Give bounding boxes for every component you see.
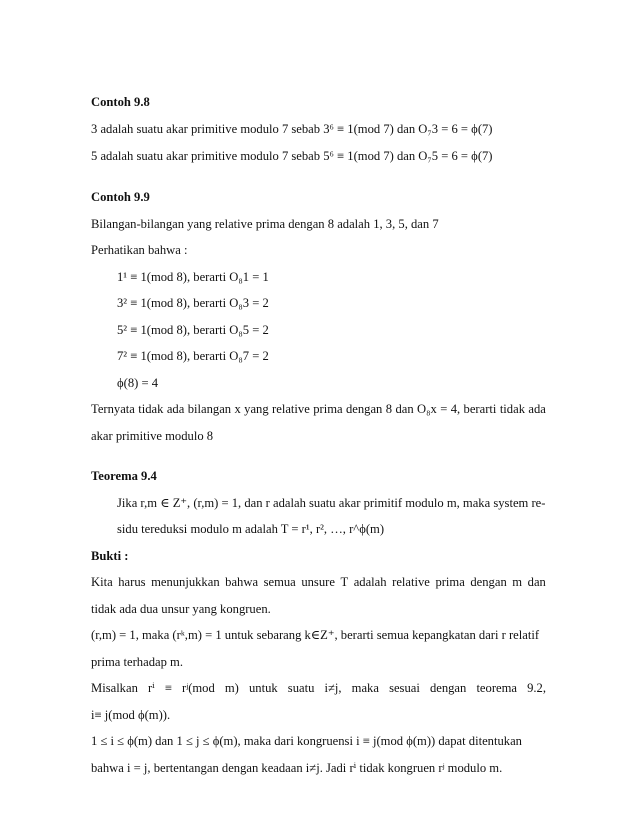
contoh-9-9-item: 5² ≡ 1(mod 8), berarti O₈5 = 2 [117, 323, 269, 337]
contoh-9-8-heading: Contoh 9.8 [91, 95, 150, 109]
contoh-9-9-line-1: Bilangan-bilangan yang relative prima dengan 8 adalah 1, 3, 5, dan 7 [91, 217, 439, 231]
contoh-9-9-conclusion-line-1: Ternyata tidak ada bilangan x yang relative prima dengan 8 dan O₈x = 4, berarti tidak ada [91, 402, 546, 416]
contoh-9-9-conclusion-line-2: akar primitive modulo 8 [91, 429, 214, 443]
bukti-paragraph-2-line-2: prima terhadap m. [91, 655, 183, 669]
bukti-heading: Bukti : [91, 549, 129, 563]
bukti-paragraph-4-line-1: 1 ≤ i ≤ ϕ(m) dan 1 ≤ j ≤ ϕ(m), maka dari kongruensi i ≡ j(mod ϕ(m)) dapat ditentukan [91, 734, 522, 748]
contoh-9-9-line-2: Perhatikan bahwa : [91, 243, 188, 257]
teorema-9-4-line-2: sidu tereduksi modulo m adalah T = r¹, r², …, r^ϕ(m) [117, 522, 385, 536]
contoh-9-9-heading: Contoh 9.9 [91, 190, 150, 204]
contoh-9-9-item: 7² ≡ 1(mod 8), berarti O₈7 = 2 [117, 349, 269, 363]
bukti-paragraph-3-line-2: i≡ j(mod ϕ(m)). [91, 708, 171, 722]
contoh-9-8-line-1: 3 adalah suatu akar primitive modulo 7 sebab 3⁶ ≡ 1(mod 7) dan O₇3 = 6 = ϕ(7) [91, 122, 493, 136]
contoh-9-9-item: 1¹ ≡ 1(mod 8), berarti O₈1 = 1 [117, 270, 269, 284]
contoh-9-8-line-2: 5 adalah suatu akar primitive modulo 7 sebab 5⁶ ≡ 1(mod 7) dan O₇5 = 6 = ϕ(7) [91, 149, 493, 163]
bukti-paragraph-4-line-2: bahwa i = j, bertentangan dengan keadaan i≠j. Jadi rⁱ tidak kongruen rʲ modulo m. [91, 761, 503, 775]
bukti-paragraph-1-line-2: tidak ada dua unsur yang kongruen. [91, 602, 271, 616]
bukti-paragraph-1-line-1: Kita harus menunjukkan bahwa semua unsure T adalah relative prima dengan m dan [91, 575, 546, 589]
bukti-paragraph-3-line-1: Misalkan rⁱ ≡ rʲ(mod m) untuk suatu i≠j, maka sesuai dengan teorema 9.2, [91, 681, 546, 695]
contoh-9-9-item: 3² ≡ 1(mod 8), berarti O₈3 = 2 [117, 296, 269, 310]
teorema-9-4-line-1: Jika r,m ∈ Z⁺, (r,m) = 1, dan r adalah suatu akar primitif modulo m, maka system re- [117, 496, 546, 510]
contoh-9-9-item: ϕ(8) = 4 [117, 376, 159, 390]
teorema-9-4-heading: Teorema 9.4 [91, 469, 157, 483]
bukti-paragraph-2-line-1: (r,m) = 1, maka (rᵏ,m) = 1 untuk sebarang k∈Z⁺, berarti semua kepangkatan dari r relatif [91, 628, 540, 642]
